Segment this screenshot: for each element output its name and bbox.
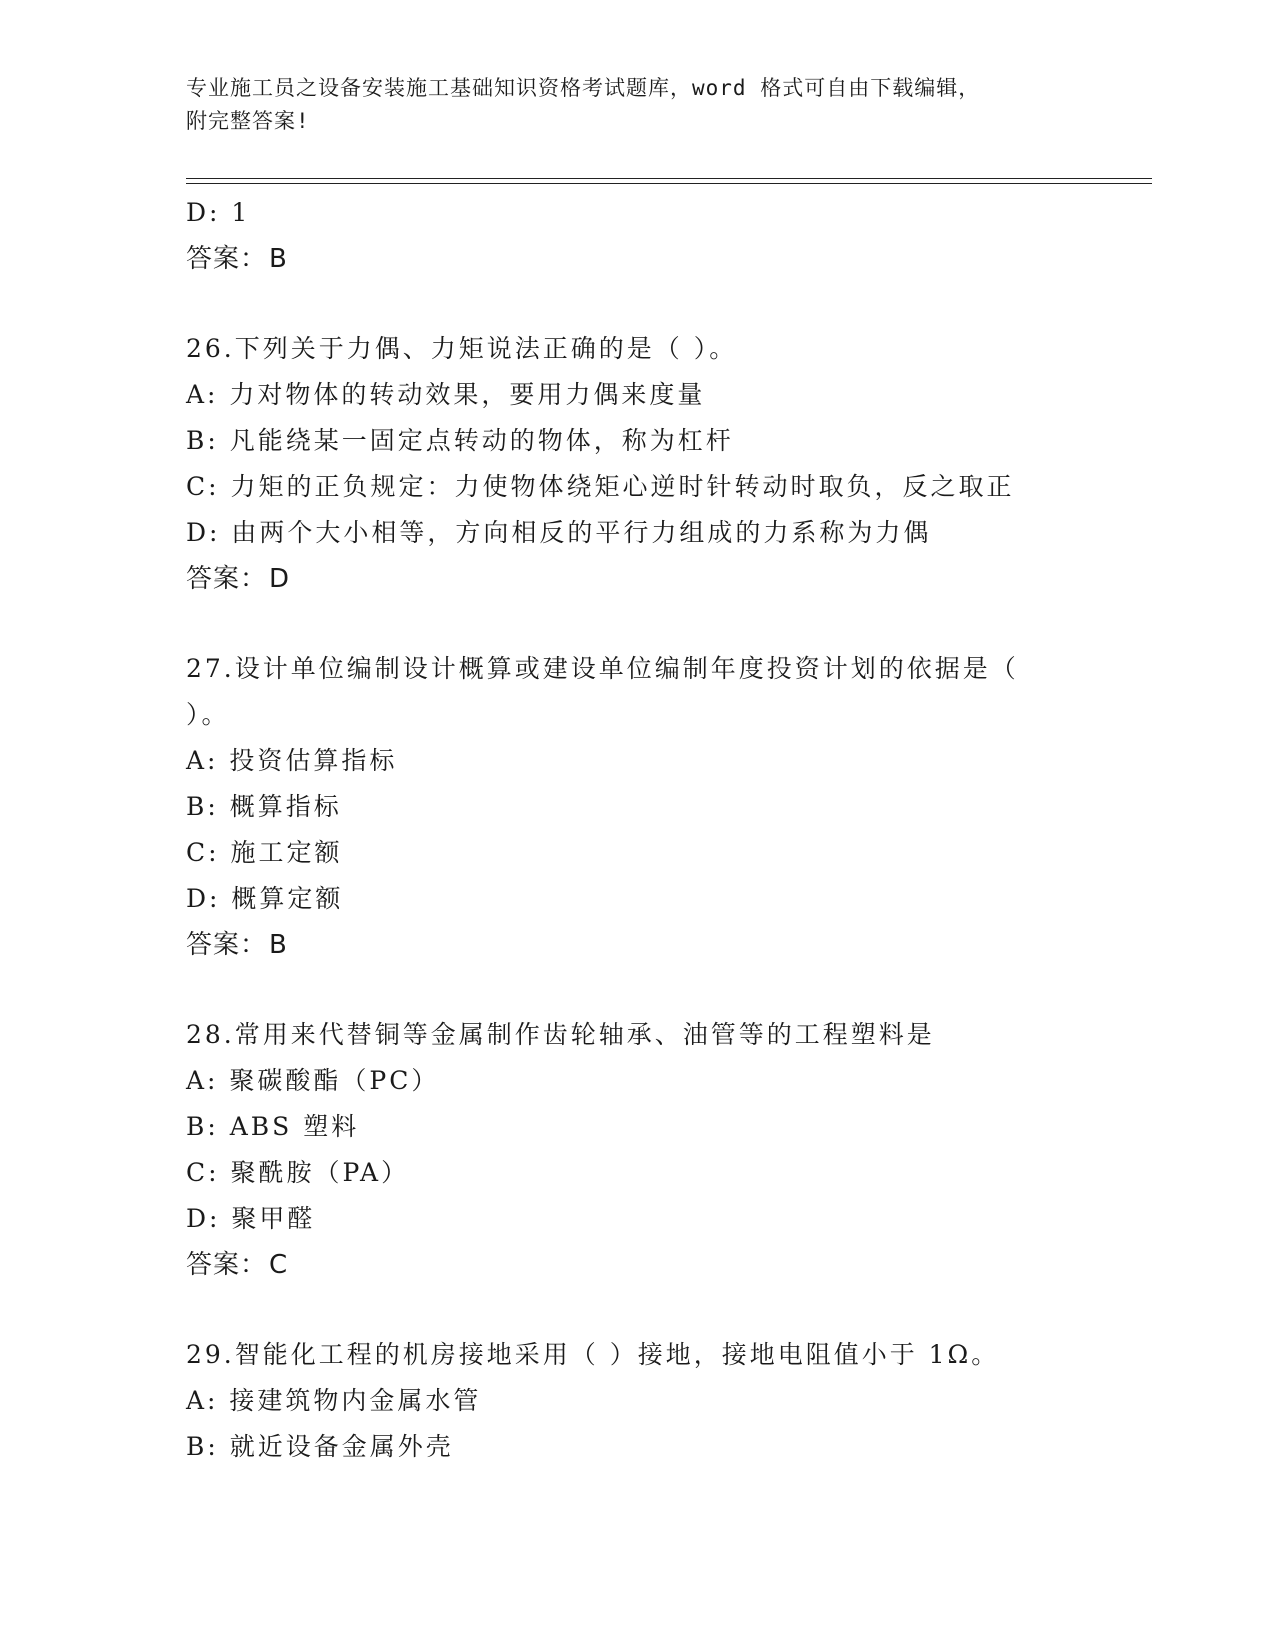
option-a: A: 接建筑物内金属水管 [186,1386,482,1415]
header-line-1: 专业施工员之设备安装施工基础知识资格考试题库，word 格式可自由下载编辑， [186,76,981,100]
option-b: B: 概算指标 [186,792,342,821]
option-b: B: ABS 塑料 [186,1112,360,1141]
question-answer [186,556,1086,602]
answer-label: 答案： [186,930,268,960]
header-line-2: 附完整答案! [186,109,310,133]
question-28 [186,1012,1086,1288]
option-d: D: 概算定额 [186,884,344,913]
option-c: C: 力矩的正负规定：力使物体绕矩心逆时针转动时取负，反之取正 [186,472,1015,501]
question-27 [186,646,1086,968]
question-stem: 26.下列关于力偶、力矩说法正确的是（ ）。 [186,334,738,363]
question-answer [186,1242,1086,1288]
option-d: D: 由两个大小相等，方向相反的平行力组成的力系称为力偶 [186,518,932,547]
option-c: C: 施工定额 [186,838,343,867]
question-stem-continuation: ）。 [186,700,230,729]
option-b: B: 凡能绕某一固定点转动的物体，称为杠杆 [186,426,734,455]
document-header [186,72,1156,138]
answer-value: B [269,930,288,960]
option-c: C: 聚酰胺（PA） [186,1158,410,1187]
prev-option-d: D: 1 [186,198,251,227]
answer-value: B [269,244,288,274]
prev-answer [186,236,1086,282]
option-b: B: 就近设备金属外壳 [186,1432,454,1461]
answer-label: 答案： [186,564,268,594]
answer-value: C [269,1250,289,1280]
question-stem: 29.智能化工程的机房接地采用（ ）接地，接地电阻值小于 1Ω。 [186,1340,1000,1369]
option-a: A: 聚碳酸酯（PC） [186,1066,440,1095]
option-a: A: 力对物体的转动效果，要用力偶来度量 [186,380,706,409]
answer-value: D [269,564,291,594]
answer-label: 答案： [186,244,268,274]
question-stem: 27.设计单位编制设计概算或建设单位编制年度投资计划的依据是（ [186,654,1019,683]
header-divider-bottom [186,183,1152,184]
question-content [186,190,1086,1470]
option-a: A: 投资估算指标 [186,746,398,775]
option-d: D: 聚甲醛 [186,1204,316,1233]
question-26 [186,326,1086,602]
question-stem: 28.常用来代替铜等金属制作齿轮轴承、油管等的工程塑料是 [186,1020,935,1049]
question-answer [186,922,1086,968]
question-29 [186,1332,1086,1470]
header-divider-top [186,178,1152,179]
answer-label: 答案： [186,1250,268,1280]
